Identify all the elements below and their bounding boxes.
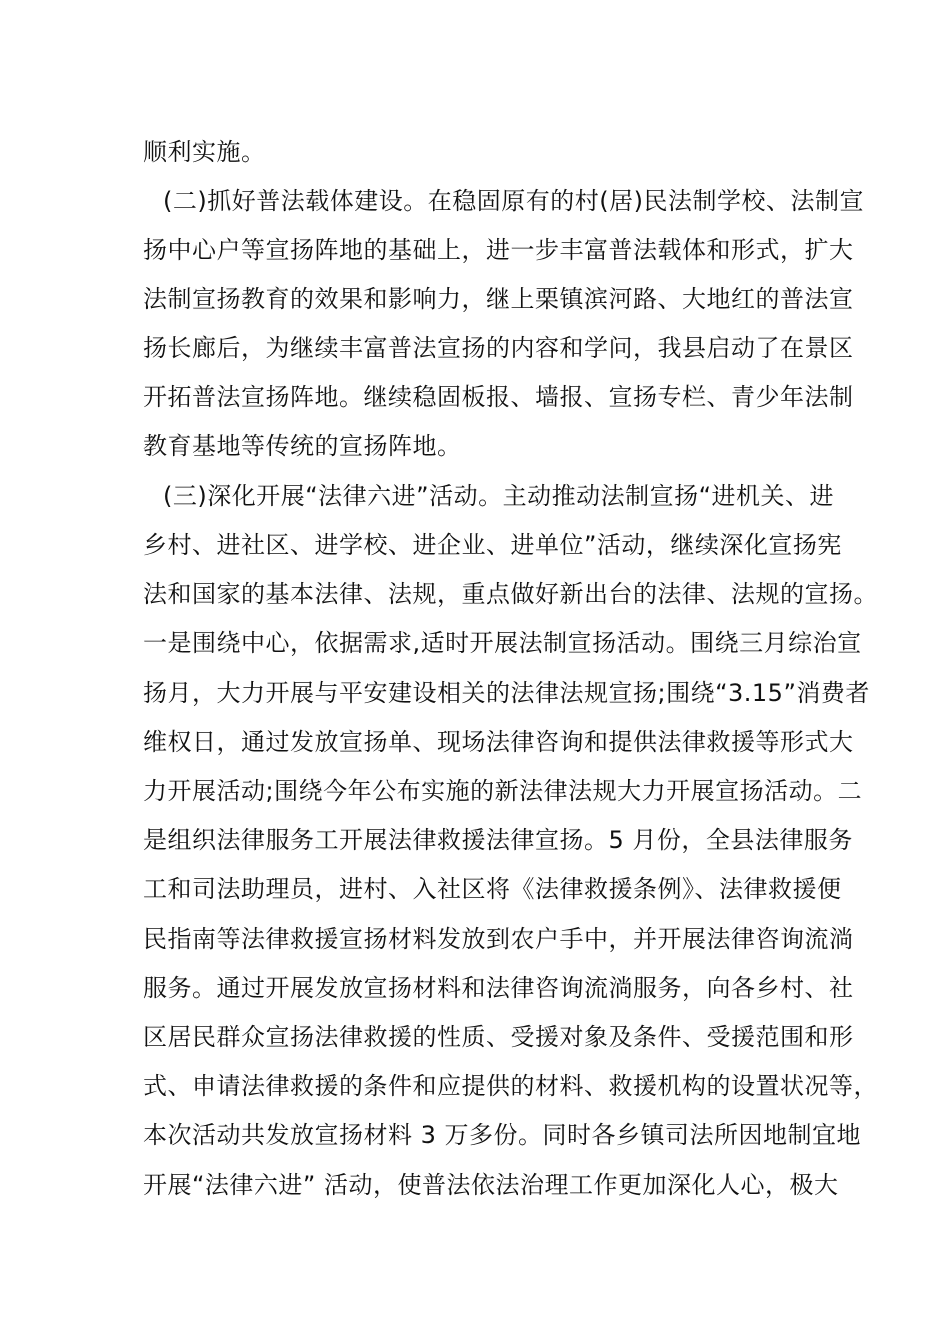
text-line-16: 工和司法助理员，进村、入社区将《法律救援条例》、法律救援便	[143, 875, 842, 903]
text-line-22: 开展“法律六进” 活动，使普法依法治理工作更加深化人心，极大	[143, 1171, 839, 1199]
text-line-15: 是组织法律服务工开展法律救援法律宣扬。5 月份，全县法律服务	[143, 826, 853, 854]
text-line-4: 法制宣扬教育的效果和影响力，继上栗镇滨河路、大地红的普法宣	[143, 285, 854, 313]
text-line-20: 式、申请法律救援的条件和应提供的材料、救援机构的设置状况等，	[143, 1072, 878, 1100]
text-line-21: 本次活动共发放宣扬材料 3 万多份。同时各乡镇司法所因地制宜地	[143, 1121, 862, 1149]
text-line-19: 区居民群众宣扬法律救援的性质、受援对象及条件、受援范围和形	[143, 1023, 854, 1051]
text-line-3: 扬中心户等宣扬阵地的基础上，进一步丰富普法载体和形式，扩大	[143, 236, 854, 264]
text-line-6: 开拓普法宣扬阵地。继续稳固板报、墙报、宣扬专栏、青少年法制	[143, 383, 854, 411]
text-line-8: (三)深化开展“法律六进”活动。主动推动法制宣扬“进机关、进	[163, 482, 835, 510]
text-line-10: 法和国家的基本法律、法规，重点做好新出台的法律、法规的宣扬。	[143, 580, 878, 608]
text-line-14: 力开展活动;围绕今年公布实施的新法律法规大力开展宣扬活动。二	[143, 777, 863, 805]
text-line-7: 教育基地等传统的宣扬阵地。	[143, 432, 462, 460]
text-line-17: 民指南等法律救援宣扬材料发放到农户手中，并开展法律咨询流淌	[143, 925, 854, 953]
text-line-11: 一是围绕中心，依据需求,适时开展法制宣扬活动。围绕三月综治宣	[143, 629, 862, 657]
text-line-18: 服务。通过开展发放宣扬材料和法律咨询流淌服务，向各乡村、社	[143, 974, 854, 1002]
text-line-2: (二)抓好普法载体建设。在稳固原有的村(居)民法制学校、法制宣	[163, 187, 864, 215]
text-line-5: 扬长廊后，为继续丰富普法宣扬的内容和学问，我县启动了在景区	[143, 334, 854, 362]
text-line-12: 扬月，大力开展与平安建设相关的法律法规宣扬;围绕“3.15”消费者	[143, 679, 870, 707]
text-line-13: 维权日，通过发放宣扬单、现场法律咨询和提供法律救援等形式大	[143, 728, 854, 756]
text-line-9: 乡村、进社区、进学校、进企业、进单位”活动，继续深化宣扬宪	[143, 531, 842, 559]
text-line-1: 顺利实施。	[143, 138, 266, 166]
